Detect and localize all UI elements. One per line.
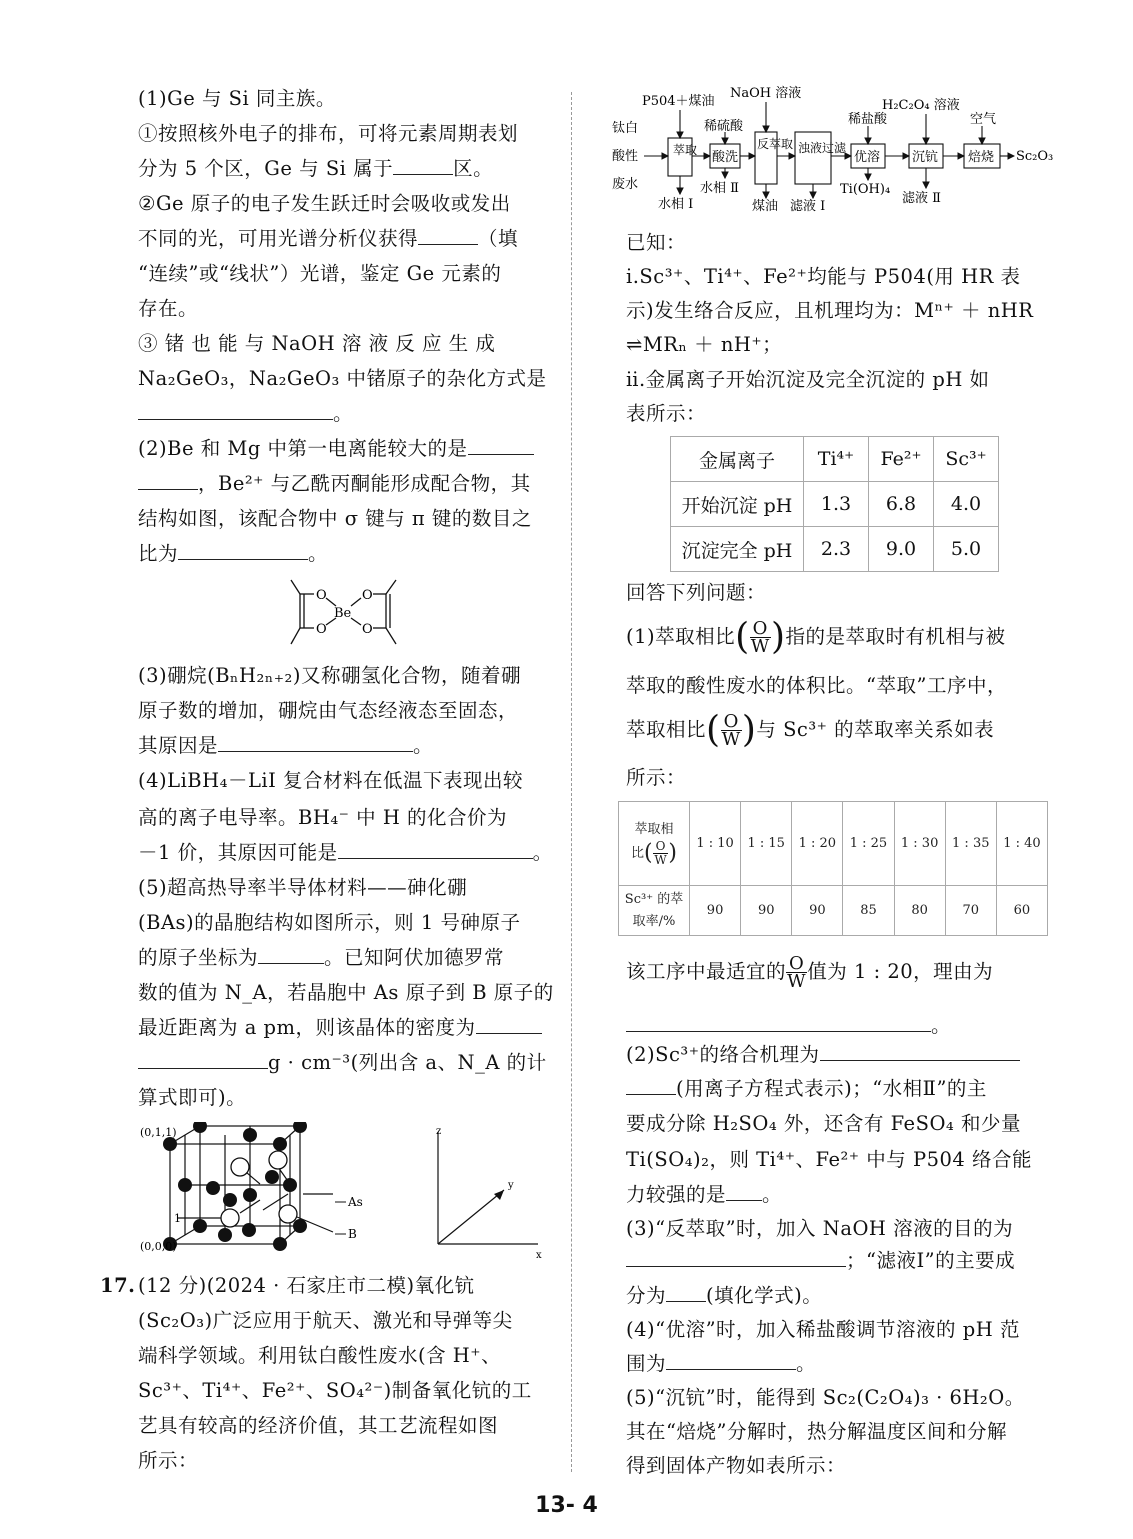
text-line: Ti(SO₄)₂，则 Ti⁴⁺、Fe²⁺ 中与 P504 络合能 [626, 1148, 1033, 1171]
answer-blank[interactable] [468, 436, 534, 455]
fraction-o-w [721, 713, 742, 748]
step-box-back-extract: 反萃取 [757, 137, 794, 151]
text-line [138, 541, 328, 567]
answer-blank[interactable] [626, 1013, 931, 1032]
answer-blank[interactable] [476, 1015, 542, 1034]
answer-blank[interactable] [666, 1351, 796, 1370]
text-line: 原子数的增加，硼烷由气态经液态至固态， [138, 699, 519, 722]
coord-label: (0,1,1) [140, 1126, 177, 1139]
answer-blank[interactable] [666, 1283, 706, 1302]
table-cell: 1 : 15 [741, 802, 792, 886]
oxygen-label: O [362, 588, 373, 603]
text: 。 [762, 1183, 783, 1206]
table-header [619, 886, 690, 936]
text: 。已知阿伏加德罗常 [324, 946, 505, 969]
table-cell: 5.0 [934, 527, 999, 572]
table-cell: 80 [894, 886, 945, 936]
oxygen-label: O [362, 622, 373, 637]
text-line: ⅰ.Sc³⁺、Ti⁴⁺、Fe²⁺均能与 P504(用 HR 表 [626, 265, 1021, 288]
beryllium-label: Be [334, 606, 352, 621]
answer-blank[interactable] [626, 1076, 676, 1095]
output-label: 滤液 Ⅰ [790, 199, 826, 214]
table-cell: 2.3 [804, 527, 869, 572]
text-line: 得到固体产物如表所示： [626, 1454, 847, 1477]
text-line: 要成分除 H₂SO₄ 外，还含有 FeSO₄ 和少量 [626, 1112, 1021, 1135]
text-line: (1)Ge 与 Si 同主族。 [138, 87, 336, 110]
text: 其原因是 [138, 734, 219, 757]
text: (填化学式)。 [706, 1284, 823, 1307]
text-line: 示)发生络合反应，且机理均为：Mⁿ⁺ ＋ nHR [626, 299, 1034, 322]
source-label: 钛白 [612, 121, 639, 136]
text-line: “连续”或“线状”）光谱，鉴定 Ge 元素的 [138, 262, 502, 285]
text-line: 所示： [626, 766, 687, 789]
table-row [671, 527, 999, 572]
answer-blank[interactable] [138, 1050, 268, 1069]
column-divider [571, 92, 572, 1472]
table-header [619, 802, 690, 886]
text-line: 存在。 [138, 297, 199, 320]
table-cell: 4.0 [934, 482, 999, 527]
text-line [138, 1015, 542, 1041]
text: 。 [796, 1352, 817, 1375]
text-line [626, 1042, 1020, 1068]
text: 该工序中最适宜的 [626, 960, 787, 983]
header-text: 萃取相 [634, 822, 674, 837]
table-row [671, 482, 999, 527]
text: －1 价，其原因可能是 [138, 841, 338, 864]
step-box-acid-wash: 酸洗 [712, 150, 739, 165]
input-label: 稀硫酸 [704, 119, 744, 134]
coord-label: (0,0,0) [140, 1240, 177, 1253]
text-line [138, 401, 353, 427]
step-box-extract: 萃取 [673, 143, 698, 157]
text-line [626, 1248, 1015, 1274]
frac-den: W [721, 729, 741, 750]
table-cell: 开始沉淀 pH [671, 482, 804, 527]
text: 分为 5 个区，Ge 与 Si 属于 [138, 157, 394, 180]
text: (2)Be 和 Mg 中第一电离能较大的是 [138, 437, 468, 460]
oxygen-label: O [316, 588, 327, 603]
atom-number-label: 1 [174, 1212, 181, 1225]
text-line [138, 1050, 547, 1076]
text-line [138, 733, 433, 759]
text: 。 [532, 841, 553, 864]
answer-blank[interactable] [138, 401, 333, 420]
frac-num: O [653, 840, 669, 854]
answer-blank[interactable] [338, 840, 533, 859]
bas-unit-cell-figure [138, 1122, 383, 1262]
table-cell: 90 [792, 886, 843, 936]
text-line: 其在“焙烧”分解时，热分解温度区间和分解 [626, 1420, 1007, 1443]
text: 比为 [138, 542, 179, 565]
text: 最近距离为 a pm，则该晶体的密度为 [138, 1016, 476, 1039]
frac-den: W [654, 853, 667, 867]
text: (用离子方程式表示)；“水相Ⅱ”的主 [676, 1077, 987, 1100]
table-cell: 9.0 [869, 527, 934, 572]
input-label: 稀盐酸 [848, 112, 888, 127]
text-line [138, 471, 531, 497]
output-label: 滤液 Ⅱ [902, 191, 941, 206]
table-cell: 1 : 25 [843, 802, 894, 886]
text: 的原子坐标为 [138, 946, 259, 969]
ion-ph-table [670, 436, 999, 572]
extraction-rate-table [618, 801, 1048, 936]
table-cell: 1 : 30 [894, 802, 945, 886]
text-line: 高的离子电导率。BH₄⁻ 中 H 的化合价为 [138, 806, 508, 829]
text: ，Be²⁺ 与乙酰丙酮能形成配合物，其 [198, 472, 531, 495]
text: 。 [413, 734, 434, 757]
text: （填 [478, 227, 519, 250]
table-header: Fe²⁺ [869, 437, 934, 482]
step-box-dissolve: 优溶 [854, 150, 881, 165]
text-line: (Sc₂O₃)广泛应用于航天、激光和导弹等尖 [138, 1309, 513, 1332]
text-line: (5)超高热导率半导体材料——砷化硼 [138, 876, 468, 899]
text: 与 Sc³⁺ 的萃取率关系如表 [756, 718, 995, 741]
answer-blank[interactable] [218, 733, 413, 752]
text-line: 所示： [138, 1449, 199, 1472]
frac-num: O [750, 620, 771, 638]
frac-num: O [721, 713, 742, 731]
text-line: 回答下列问题： [626, 581, 767, 604]
text-line [138, 840, 553, 866]
frac-den: W [787, 971, 807, 992]
fraction-o-w [750, 620, 771, 655]
text: 力较强的是 [626, 1183, 727, 1206]
answer-blank[interactable] [726, 1182, 762, 1201]
header-text: 取率/% [632, 913, 676, 929]
text: 。 [333, 402, 354, 425]
text: 围为 [626, 1352, 667, 1375]
x-axis-label: x [536, 1250, 542, 1261]
page-number: 13- 4 [535, 1493, 598, 1518]
text-line: Na₂GeO₃，Na₂GeO₃ 中锗原子的杂化方式是 [138, 367, 547, 390]
table-row [619, 802, 1048, 886]
text: 。 [931, 1014, 952, 1037]
source-label: 废水 [612, 177, 639, 192]
axes-figure [426, 1122, 546, 1262]
text-line: (3)硼烷(BₙH₂ₙ₊₂)又称硼氢化合物，随着硼 [138, 664, 521, 687]
text-line: 算式即可)。 [138, 1086, 247, 1109]
text-line: (BAs)的晶胞结构如图所示，则 1 号砷原子 [138, 911, 521, 934]
step-box-roast: 焙烧 [968, 150, 995, 165]
table-cell: 1 : 40 [996, 802, 1047, 886]
answer-blank[interactable] [393, 156, 453, 175]
output-label: 水相 Ⅰ [658, 197, 694, 212]
text-line: ②Ge 原子的电子发生跃迁时会吸收或发出 [138, 192, 511, 215]
text-line [626, 1351, 816, 1377]
y-axis-label: y [508, 1180, 514, 1191]
text-line: 表所示： [626, 402, 707, 425]
table-cell: 70 [945, 886, 996, 936]
header-text: 比 [630, 846, 644, 861]
text-line: 端科学领域。利用钛白酸性废水(含 H⁺、 [138, 1344, 502, 1367]
answer-blank[interactable] [626, 1248, 846, 1267]
question-number: 17. [100, 1274, 136, 1297]
text-line [626, 1013, 951, 1039]
text-line: 萃取的酸性废水的体积比。“萃取”工序中， [626, 674, 1007, 697]
be-complex-structure [278, 578, 408, 650]
text-line [138, 945, 504, 971]
text-line: (4)“优溶”时，加入稀盐酸调节溶液的 pH 范 [626, 1318, 1020, 1341]
header-text: 比( $\frac{O}{W}$) [630, 839, 678, 867]
text: 区。 [453, 157, 494, 180]
answer-blank[interactable] [820, 1042, 1020, 1061]
text-line: (3)“反萃取”时，加入 NaOH 溶液的目的为 [626, 1217, 1014, 1240]
text-line: (4)LiBH₄－LiI 复合材料在低温下表现出较 [138, 769, 524, 792]
text-line: ③ 锗 也 能 与 NaOH 溶 液 反 应 生 成 [138, 332, 496, 355]
text: (2)Sc³⁺的络合机理为 [626, 1043, 820, 1066]
oxygen-label: O [316, 622, 327, 637]
answer-blank[interactable] [258, 945, 324, 964]
source-label: 酸性 [612, 149, 639, 164]
text: ；“滤液Ⅰ”的主要成 [846, 1249, 1016, 1272]
header-text: Sc³⁺ 的萃 [624, 891, 684, 907]
text-line: (1)萃取相比( $\frac{O}{W}$)指的是萃取时有机相与被 [626, 616, 1006, 658]
text-line: (5)“沉钪”时，能得到 Sc₂(C₂O₄)₃ · 6H₂O。 [626, 1386, 1025, 1409]
text-line [626, 952, 993, 992]
answer-blank[interactable] [138, 471, 198, 490]
output-label: 水相 Ⅱ [700, 181, 739, 196]
b-label: B [348, 1227, 357, 1241]
text-line [626, 1182, 782, 1208]
table-cell: 85 [843, 886, 894, 936]
text-line [626, 1283, 822, 1309]
table-cell: 60 [996, 886, 1047, 936]
text: 分为 [626, 1284, 667, 1307]
text: 值为 1 : 20，理由为 [807, 960, 994, 983]
table-cell: 90 [690, 886, 741, 936]
answer-blank[interactable] [178, 541, 308, 560]
text-line: 已知： [626, 231, 687, 254]
table-cell: 1.3 [804, 482, 869, 527]
text-line: ⅱ.金属离子开始沉淀及完全沉淀的 pH 如 [626, 368, 990, 391]
fraction-o-w [786, 955, 807, 990]
input-label: H₂C₂O₄ 溶液 [882, 98, 960, 113]
frac-den: W [750, 636, 770, 657]
table-header: 金属离子 [671, 437, 804, 482]
input-label: 空气 [970, 112, 997, 127]
table-cell: 沉淀完全 pH [671, 527, 804, 572]
answer-blank[interactable] [418, 226, 478, 245]
text: 。 [308, 542, 329, 565]
text-line [626, 1076, 987, 1102]
input-label: P504＋煤油 [642, 94, 715, 109]
frac-num: O [786, 955, 807, 973]
input-label: NaOH 溶液 [730, 86, 802, 101]
text: 萃取相比 [626, 718, 707, 741]
table-header: Sc³⁺ [934, 437, 999, 482]
text-line: 数的值为 N_A，若晶胞中 As 原子到 B 原子的 [138, 981, 554, 1004]
text-line: ⇌MRₙ ＋ nH⁺； [626, 333, 783, 356]
table-cell: 90 [741, 886, 792, 936]
table-header: Ti⁴⁺ [804, 437, 869, 482]
text-line: 结构如图，该配合物中 σ 键与 π 键的数目之 [138, 507, 532, 530]
table-row [619, 886, 1048, 936]
text-line: 艺具有较高的经济价值，其工艺流程如图 [138, 1414, 499, 1437]
text: 指的是萃取时有机相与被 [785, 625, 1006, 648]
step-box-filter: 浊液过滤 [798, 141, 847, 155]
z-axis-label: z [436, 1126, 442, 1137]
text-line [138, 226, 518, 252]
output-label: 煤油 [752, 199, 779, 214]
step-box-precipitate: 沉钪 [912, 150, 939, 165]
text-line [138, 156, 493, 182]
table-row [671, 437, 999, 482]
table-cell: 1 : 35 [945, 802, 996, 886]
text-line: (12 分)(2024 · 石家庄市二模)氧化钪 [138, 1274, 475, 1297]
text-line: 萃取相比( $\frac{O}{W}$)与 Sc³⁺ 的萃取率关系如表 [626, 709, 995, 751]
as-label: As [348, 1195, 363, 1209]
table-cell: 6.8 [869, 482, 934, 527]
product-label: Sc₂O₃ [1016, 149, 1054, 164]
text-line: Sc³⁺、Ti⁴⁺、Fe²⁺、SO₄²⁻)制备氧化钪的工 [138, 1379, 532, 1402]
text: g · cm⁻³(列出含 a、N_A 的计 [268, 1051, 547, 1074]
text: (1)萃取相比 [626, 625, 736, 648]
table-cell: 1 : 10 [690, 802, 741, 886]
text: 不同的光，可用光谱分析仪获得 [138, 227, 419, 250]
table-cell: 1 : 20 [792, 802, 843, 886]
output-label: Ti(OH)₄ [840, 182, 891, 197]
text-line [138, 436, 534, 462]
process-flow-diagram [600, 82, 1070, 222]
text-line: ①按照核外电子的排布，可将元素周期表划 [138, 122, 519, 145]
